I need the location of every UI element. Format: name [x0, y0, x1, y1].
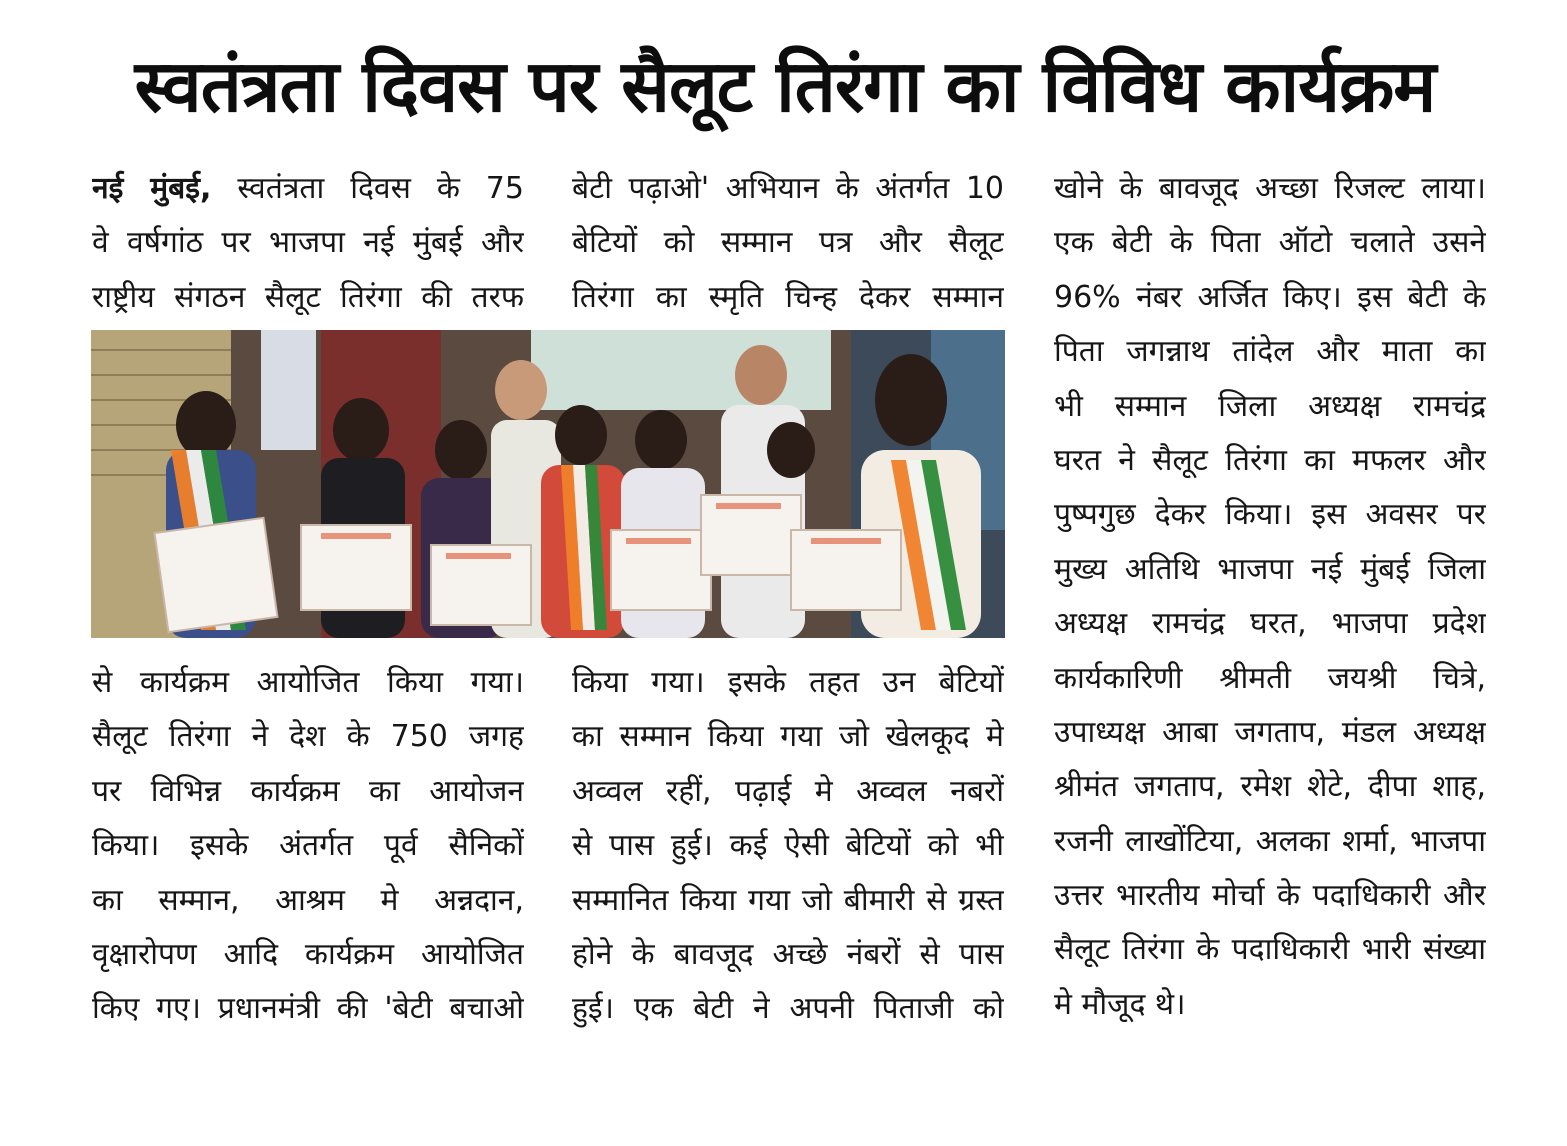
- article-line: पर विभिन्न कार्यक्रम का आयोजन: [92, 773, 524, 809]
- dateline: नई मुंबई,: [92, 171, 212, 206]
- article-line: कार्यकारिणी श्रीमती जयश्री चित्रे,: [1054, 660, 1486, 696]
- article-line: सैलूट तिरंगा ने देश के 750 जगह: [92, 719, 524, 755]
- article-line: सैलूट तिरंगा के पदाधिकारी भारी संख्या: [1054, 932, 1486, 968]
- article-line: उपाध्यक्ष आबा जगताप, मंडल अध्यक्ष: [1054, 714, 1486, 750]
- article-line: घरत ने सैलूट तिरंगा का मफलर और: [1054, 442, 1486, 478]
- article-line: किए गए। प्रधानमंत्री की 'बेटी बचाओ: [92, 991, 524, 1027]
- article-line: रजनी लाखोंटिया, अलका शर्मा, भाजपा: [1054, 823, 1486, 859]
- article-line: का सम्मान, आश्रम मे अन्नदान,: [92, 882, 524, 918]
- article-line: किया। इसके अंतर्गत पूर्व सैनिकों: [92, 828, 524, 864]
- article-line: तिरंगा का स्मृति चिन्ह देकर सम्मान: [572, 279, 1004, 315]
- article-line: किया गया। इसके तहत उन बेटियों: [572, 665, 1004, 700]
- article-line: बेटियों को सम्मान पत्र और सैलूट: [572, 225, 1004, 261]
- article-line: से कार्यक्रम आयोजित किया गया।: [92, 665, 524, 700]
- article-line: खोने के बावजूद अच्छा रिजल्ट लाया।: [1054, 171, 1486, 206]
- news-photo: [91, 330, 1005, 638]
- article-line: हुई। एक बेटी ने अपनी पिताजी को: [572, 991, 1004, 1027]
- article-line: राष्ट्रीय संगठन सैलूट तिरंगा की तरफ: [92, 279, 524, 315]
- article-column-3: [1054, 162, 1486, 1032]
- article-line: भी सम्मान जिला अध्यक्ष रामचंद्र: [1054, 388, 1486, 424]
- article-line: मे मौजूद थे।: [1054, 986, 1186, 1022]
- article-column-2-top: [572, 162, 1004, 325]
- article-line: 96% नंबर अर्जित किए। इस बेटी के: [1054, 279, 1486, 315]
- article-line: पिता जगन्नाथ तांदेल और माता का: [1054, 334, 1486, 370]
- article-line: श्रीमंत जगताप, रमेश शेटे, दीपा शाह,: [1054, 769, 1486, 805]
- article-column-1-top: [92, 162, 524, 325]
- article-line: बेटी पढ़ाओ' अभियान के अंतर्गत 10: [572, 171, 1004, 206]
- article-line: उत्तर भारतीय मोर्चा के पदाधिकारी और: [1054, 878, 1486, 914]
- article-line: का सम्मान किया गया जो खेलकूद मे: [572, 719, 1004, 755]
- article-line: होने के बावजूद अच्छे नंबरों से पास: [572, 936, 1004, 972]
- article-line: वृक्षारोपण आदि कार्यक्रम आयोजित: [92, 936, 524, 972]
- article-line: से पास हुई। कई ऐसी बेटियों को भी: [572, 828, 1004, 864]
- group-photo-illustration: [91, 330, 1005, 638]
- article-line: वे वर्षगांठ पर भाजपा नई मुंबई और: [92, 225, 524, 261]
- article-line: मुख्य अतिथि भाजपा नई मुंबई जिला: [1054, 551, 1486, 587]
- article-column-1-bottom: [92, 656, 524, 1037]
- article-line-text: स्वतंत्रता दिवस के 75: [237, 171, 524, 206]
- article-line: एक बेटी के पिता ऑटो चलाते उसने: [1054, 225, 1486, 261]
- article-line: अव्वल रहीं, पढ़ाई मे अव्वल नबरों: [572, 773, 1004, 809]
- article-line: [92, 162, 524, 216]
- article-column-2-bottom: [572, 656, 1004, 1037]
- article-line: पुष्पगुछ देकर किया। इस अवसर पर: [1054, 497, 1486, 533]
- headline: स्वतंत्रता दिवस पर सैलूट तिरंगा का विविध कार्यक्रम: [134, 44, 1436, 128]
- article-line: अध्यक्ष रामचंद्र घरत, भाजपा प्रदेश: [1054, 606, 1486, 642]
- article-line: सम्मानित किया गया जो बीमारी से ग्रस्त: [572, 882, 1004, 918]
